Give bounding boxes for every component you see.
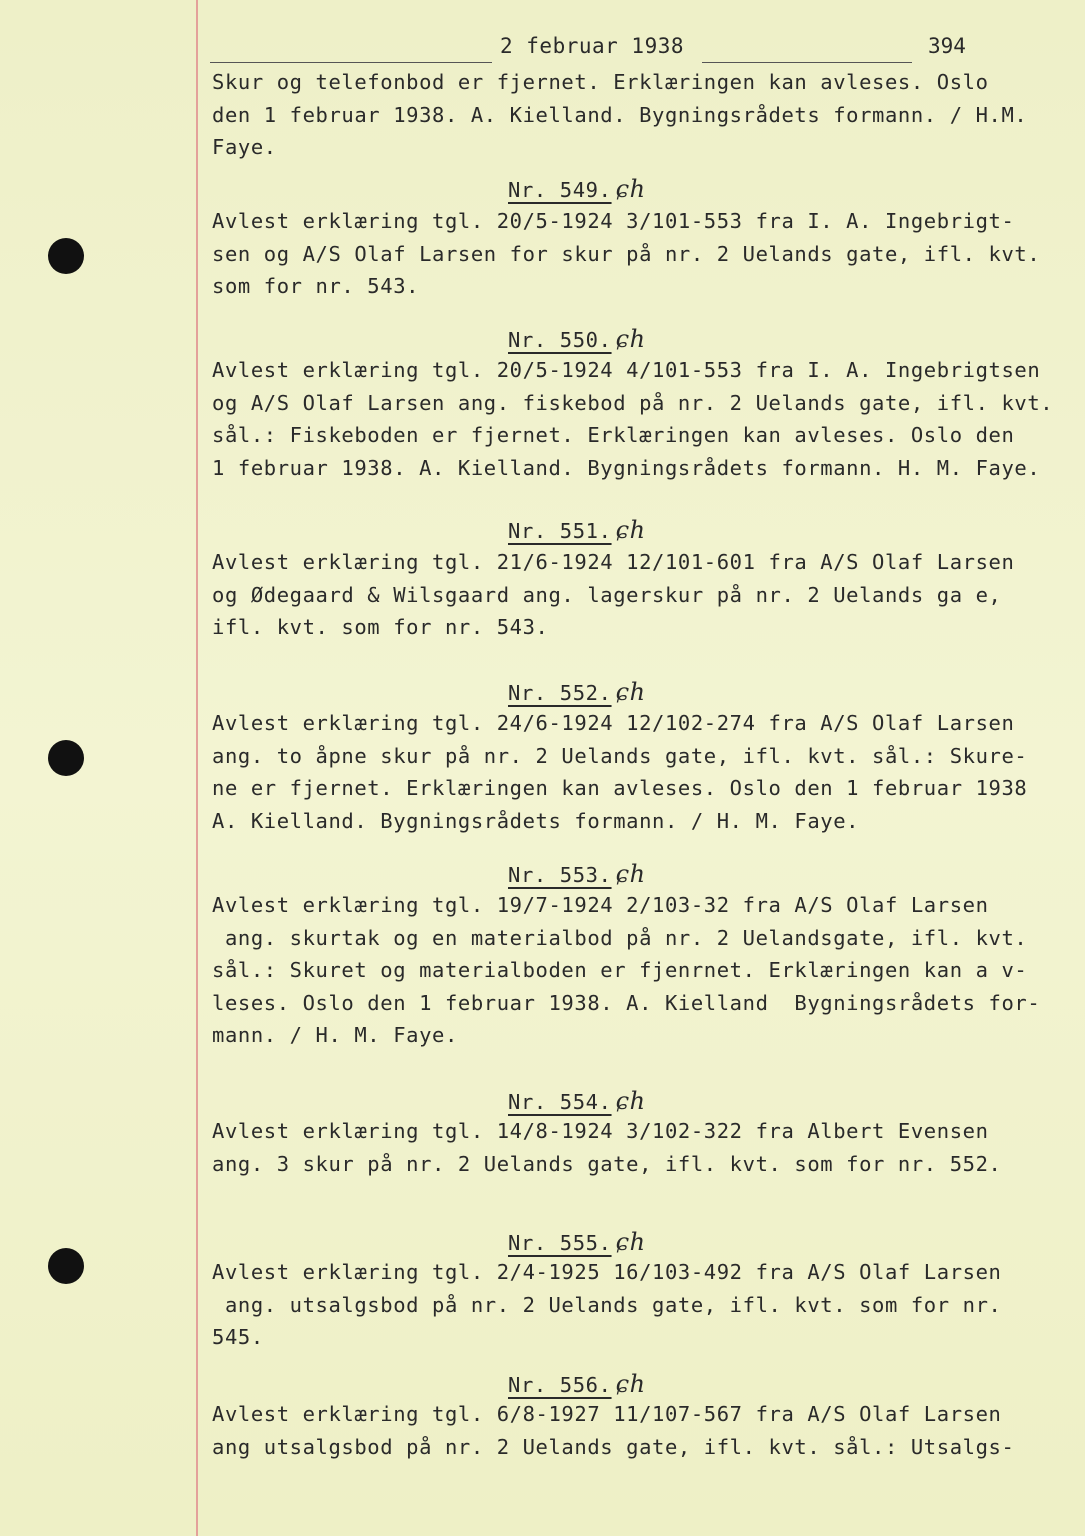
entry-number-label: Nr. 554. xyxy=(508,1090,612,1114)
initials: ɕh xyxy=(615,1087,646,1115)
text-line: den 1 februar 1938. A. Kielland. Bygningsrådets formann. / H.M. xyxy=(212,102,1028,127)
text-line: ang. to åpne skur på nr. 2 Uelands gate, ifl. kvt. sål.: Skure- xyxy=(212,743,1028,768)
header-rule-left xyxy=(210,62,492,63)
text-line: mann. / H. M. Faye. xyxy=(212,1023,458,1047)
text-line: Avlest erklæring tgl. 20/5-1924 4/101-553 fra I. A. Ingebrigtsen xyxy=(212,358,1041,382)
punch-hole-1 xyxy=(48,238,84,274)
page-header xyxy=(210,34,1050,64)
text-line: 545. xyxy=(212,1325,264,1349)
text-line: ang. skurtak og en materialbod på nr. 2 Uelandsgate, ifl. kvt. xyxy=(212,925,1028,950)
text-line: som for nr. 543. xyxy=(212,274,420,298)
text-line: og A/S Olaf Larsen ang. fiskebod på nr. 2 Uelands gate, ifl. kvt. xyxy=(212,390,1054,415)
initials: ɕh xyxy=(615,1370,646,1398)
text-line: ang. utsalgsbod på nr. 2 Uelands gate, ifl. kvt. som for nr. xyxy=(212,1292,1002,1317)
top-paragraph xyxy=(212,66,1027,164)
entry-number xyxy=(508,1087,646,1115)
text-line: ang. 3 skur på nr. 2 Uelands gate, ifl. kvt. som for nr. 552. xyxy=(212,1151,1002,1176)
entry-text xyxy=(212,1115,1001,1180)
entry-number xyxy=(508,1370,646,1398)
text-line: Avlest erklæring tgl. 19/7-1924 2/103-32 fra A/S Olaf Larsen xyxy=(212,893,989,917)
text-line: Avlest erklæring tgl. 14/8-1924 3/102-322 fra Albert Evensen xyxy=(212,1119,989,1143)
entry-text xyxy=(212,546,1014,644)
text-line: Avlest erklæring tgl. 2/4-1925 16/103-492 fra A/S Olaf Larsen xyxy=(212,1260,1002,1284)
entry-text xyxy=(212,1398,1014,1463)
text-line: sen og A/S Olaf Larsen for skur på nr. 2 Uelands gate, ifl. kvt. xyxy=(212,241,1041,266)
entry-text xyxy=(212,205,1040,303)
entry-number-label: Nr. 556. xyxy=(508,1373,612,1397)
text-line: sål.: Fiskeboden er fjernet. Erklæringen kan avleses. Oslo den xyxy=(212,423,1015,447)
text-line: sål.: Skuret og materialboden er fjenrnet. Erklæringen kan a v- xyxy=(212,958,1028,982)
header-rule-right xyxy=(702,62,912,63)
header-date: 2 februar 1938 xyxy=(500,34,685,58)
initials: ɕh xyxy=(615,860,646,888)
entry-text xyxy=(212,889,1040,1052)
entry-text xyxy=(212,707,1027,837)
entry-number xyxy=(508,516,646,544)
page-number: 394 xyxy=(928,34,966,58)
entry-number-label: Nr. 553. xyxy=(508,863,612,887)
text-line: ang utsalgsbod på nr. 2 Uelands gate, ifl. kvt. sål.: Utsalgs- xyxy=(212,1434,1015,1459)
initials: ɕh xyxy=(615,1228,646,1256)
initials: ɕh xyxy=(615,325,646,353)
initials: ɕh xyxy=(615,516,646,544)
entry-text xyxy=(212,354,1053,484)
text-line: Skur og telefonbod er fjernet. Erklæringen kan avleses. Oslo xyxy=(212,70,989,94)
entry-number-label: Nr. 552. xyxy=(508,681,612,705)
entry-number-label: Nr. 551. xyxy=(508,519,612,543)
punch-hole-3 xyxy=(48,1248,84,1284)
initials: ɕh xyxy=(615,175,646,203)
margin-line xyxy=(196,0,198,1536)
text-line: Avlest erklæring tgl. 21/6-1924 12/101-601 fra A/S Olaf Larsen xyxy=(212,550,1015,574)
entry-number-label: Nr. 555. xyxy=(508,1231,612,1255)
entry-text xyxy=(212,1256,1001,1354)
entry-number xyxy=(508,175,646,203)
text-line: Avlest erklæring tgl. 24/6-1924 12/102-274 fra A/S Olaf Larsen xyxy=(212,711,1015,735)
text-line: ne er fjernet. Erklæringen kan avleses. Oslo den 1 februar 1938 xyxy=(212,776,1028,800)
entry-number xyxy=(508,1228,646,1256)
text-line: og Ødegaard & Wilsgaard ang. lagerskur på nr. 2 Uelands ga e, xyxy=(212,582,1002,607)
text-line: A. Kielland. Bygningsrådets formann. / H. M. Faye. xyxy=(212,808,860,833)
text-line: Avlest erklæring tgl. 6/8-1927 11/107-567 fra A/S Olaf Larsen xyxy=(212,1402,1002,1426)
text-line: Faye. xyxy=(212,135,277,159)
entry-number xyxy=(508,860,646,888)
initials: ɕh xyxy=(615,678,646,706)
text-line: ifl. kvt. som for nr. 543. xyxy=(212,615,549,639)
entry-number xyxy=(508,325,646,353)
entry-number xyxy=(508,678,646,706)
text-line: 1 februar 1938. A. Kielland. Bygningsrådets formann. H. M. Faye. xyxy=(212,455,1041,480)
text-line: Avlest erklæring tgl. 20/5-1924 3/101-553 fra I. A. Ingebrigt- xyxy=(212,209,1015,233)
entry-number-label: Nr. 550. xyxy=(508,328,612,352)
entry-number-label: Nr. 549. xyxy=(508,178,612,202)
punch-hole-2 xyxy=(48,740,84,776)
text-line: leses. Oslo den 1 februar 1938. A. Kielland Bygningsrådets for- xyxy=(212,990,1041,1015)
